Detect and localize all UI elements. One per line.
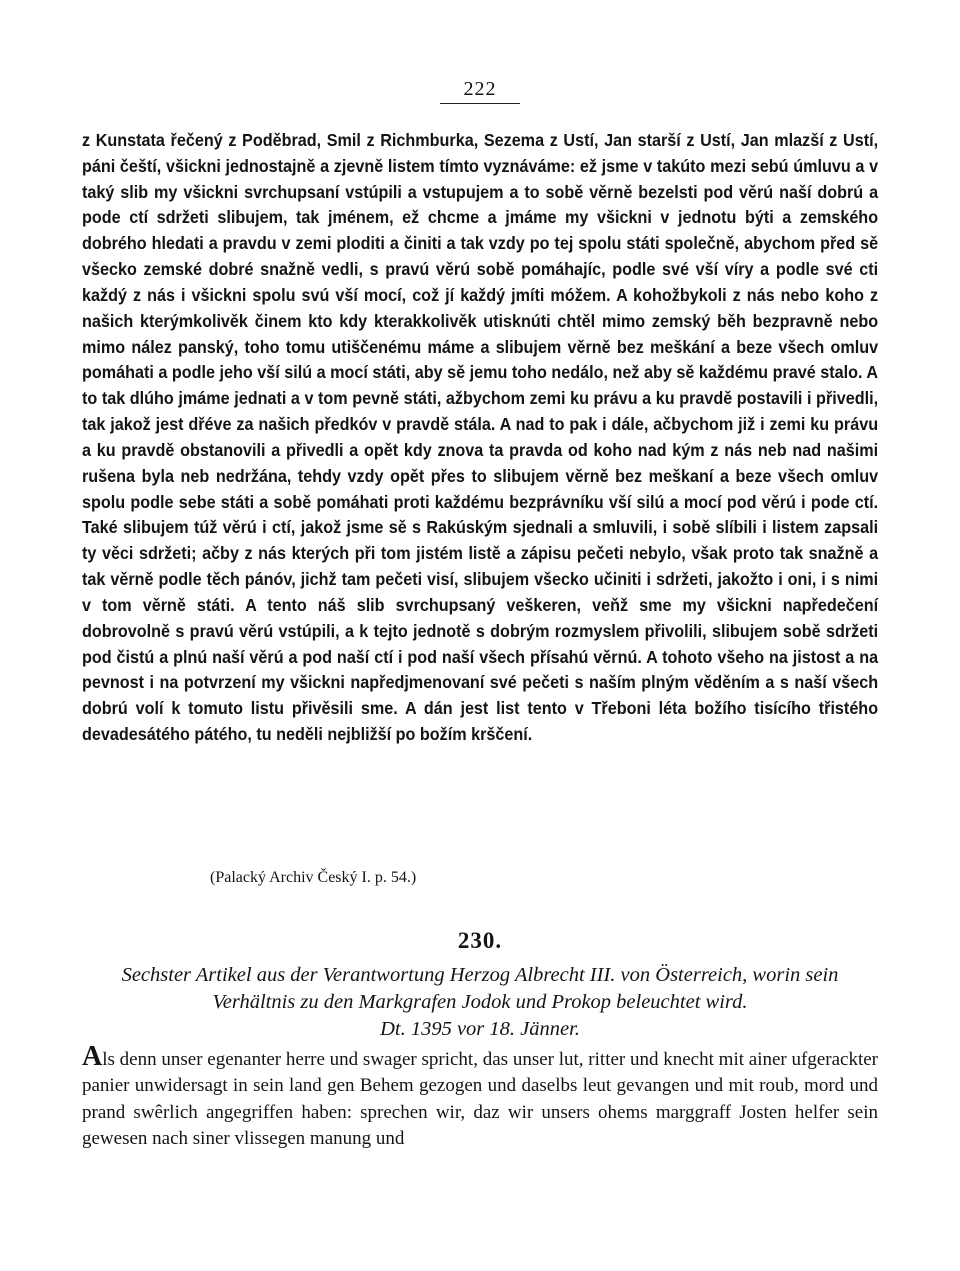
document-body: ls denn unser egenanter herre und swager spricht, das unser lut, ritter und knecht mit ainer ufgerackter panier unwidersagt in sein land gen Behem gezogen und daselbs leut gevangen und mit roub, mord und prand swêrlich angegriffen haben: sprechen wir, daz wir unsers ohems marggraff Josten helfer sein gewesen nach siner vlissegen manung und (82, 1049, 878, 1149)
document-title-line-2: Verhältnis zu den Markgrafen Jodok und Prokop beleuchtet wird. (212, 991, 748, 1013)
document-title (82, 962, 878, 1043)
document-number: 230. (457, 928, 503, 953)
charter-text: z Kunstata řečený z Poděbrad, Smil z Richmburka, Sezema z Ustí, Jan starší z Ustí, Jan mlazší z Ustí, páni čeští, všickni jednostajně a zjevně listem tímto vyznáváme: ež jsme v takúto mezi sebú úmluvu a v taký slib my všickni svrchupsaní vstúpili a vstupujem a to sobě věrně bezelsti pod věrú naší dobrú a pode ctí sdržeti slibujem, tak jménem, ež chcme a jmáme my všickni v jednotu býti a zemského dobrého hledati a pravdu v zemi ploditi a činiti a tak vzdy po tej spolu státi společně, abychom před sě všecko zemské dobré snažně vedli, s pravú věrú sobě pomáhajíc, podle své vší víry a podle své cti každý z nás i všickni spolu svú vší mocí, což jí každý jmíti móžem. A kohožbykoli z nás nebo koho z našich kterýmkolivěk činem kto kdy kterakkolivěk utisknúti chtěl mimo zemský běh bezpravně nebo mimo nález panský, toho tomu utiščenému máme a slibujem věrně bez meškání a beze všech omluv pomáhati a podle jeho vší silú a mocí státi, aby sě jemu toho nedálo, než aby sě každému pravé stalo. A to tak dlúho jmáme jednati a v tom pevně státi, ažbychom zemi ku právu a ku pravdě postavili i přivedli, tak jakož jest dřéve za našich předkóv v pravdě stála. A nad to pak i dále, ačbychom již i zemi ku právu a ku pravdě obstanovili a přivedli a opět kdy znova ta pravda od koho nad kým z nás neb nad našimi rušena byla neb nedržána, tehdy vzdy opět přes to slibujem věrně bez meškaní a beze všech omluv spolu podle sebe státi a sobě pomáhati proti každému bezprávníku vší silú a mocí pod věrú i pode ctí. Také slibujem túž věrú i ctí, jakož jsme sě s Rakúským sjednali a smluvili, i sobě slíbili i listem zapsali ty věci sdržeti; ačby z nás kterých při tom jistém listě a zápisu pečeti nebylo, však proto tak snažně a tak věrně podle těch pánóv, jichž tam pečeti visí, slibujem všecko učiniti i sdržeti, jakožto i oni, i s nimi v tom věrně státi. A tento náš slib svrchupsaný veškeren, veňž sme my všickni napředečení dobrovolně s pravú věrú vstúpili, a k tejto jednotě s dobrým rozmyslem přivolili, slibujem sobě sdržeti pod čistú a plnú naší věrú a pod naší ctí i pod naší všech přísahú věrnú. A tohoto všeho na jistost a na pevnost i na potvrzení my všickni napředjmenovaní své pečeti s naším plným věděním a s naší všech dobrú volí k tomuto listu přivěsili sme. A dán jest list tento v Třeboni léta božího tisícího třistého devadesátého pátého, tu neděli nejbližší po božím krščení. (82, 130, 879, 745)
page-number: 222 (463, 78, 497, 100)
document-text (82, 1041, 878, 1152)
document-date: Dt. 1395 vor 18. Jänner. (380, 1018, 580, 1040)
initial-letter: A (82, 1041, 103, 1072)
header-rule (440, 103, 520, 104)
document-title-line-1: Sechster Artikel aus der Verantwortung Herzog Albrecht III. von Österreich, worin sein (121, 964, 839, 986)
source-citation: (Palacký Archiv Český I. p. 54.) (210, 869, 417, 886)
